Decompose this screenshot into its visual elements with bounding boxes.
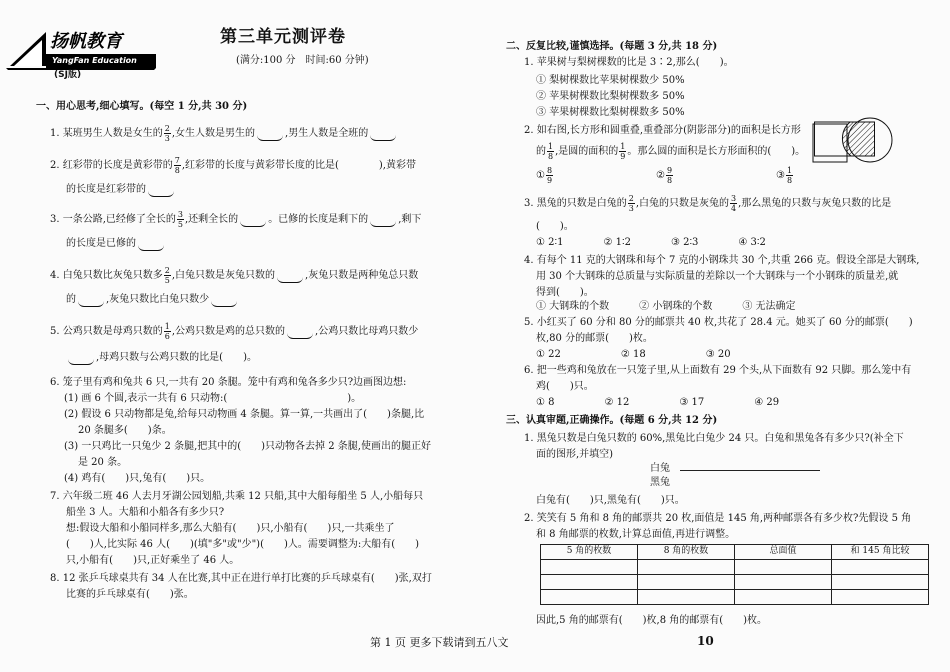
operation-question-1: 1. 黑兔只数是白兔只数的 60%,黑兔比白兔少 24 只。白兔和黑兔各有多少只?(补全下 — [524, 433, 904, 444]
question-6-part-2: (2) 假设 6 只动物都是兔,给每只动物画 4 条腿。算一算,一共画出了( )条腿,比 — [64, 409, 425, 420]
question-6-part-3-cont: 是 20 条。 — [78, 457, 128, 468]
adjustment-table — [540, 544, 929, 605]
question-2-cont: 的长度是红彩带的 — [66, 182, 176, 197]
choice-option[interactable]: ① 梨树棵数比苹果树棵数少 50% — [536, 75, 685, 86]
section-heading-3: 三、认真审题,正确操作。(每题 6 分,共 12 分) — [506, 415, 718, 426]
choice-options[interactable]: ① 大钢珠的个数 ② 小钢珠的个数 ③ 无法确定 — [536, 301, 796, 312]
choice-option[interactable]: ③ 苹果树棵数比梨树棵数多 50% — [536, 107, 685, 118]
choice-options[interactable]: ① 8 ② 12 ③ 17 ④ 29 — [536, 397, 780, 408]
answer-blank[interactable] — [68, 350, 94, 365]
choice-option[interactable]: ① $\frac{8}{9}$ — [536, 166, 553, 185]
choice-question-6-cont: 鸡( )只。 — [536, 381, 594, 392]
operation-question-2: 2. 笑笑有 5 角和 8 角的邮票共 20 枚,面值是 145 角,两种邮票各有多少枚?先假设 5 角 — [524, 513, 912, 524]
choice-options[interactable]: ① 22 ② 18 ③ 20 — [536, 349, 731, 360]
question-6: 6. 笼子里有鸡和兔共 6 只,一共有 20 条腿。笼中有鸡和兔各多少只?边画图边想: — [50, 377, 407, 388]
question-6-part-1: (1) 画 6 个圆,表示一共有 6 只动物:( )。 — [64, 393, 362, 404]
edition-label: (SJ版) — [54, 70, 82, 80]
question-8: 8. 12 张乒乓球桌共有 34 人在比赛,其中正在进行单打比赛的乒乓球桌有( )张,双打 — [50, 573, 432, 584]
answer-blank[interactable] — [211, 292, 237, 307]
choice-question-2-cont: 的 $\frac{1}{8}$ ,是圆的面积的 $\frac{1}{9}$ 。那么圆的面积是长方形面积的( )。 — [536, 142, 806, 161]
answer-blank[interactable] — [257, 126, 283, 141]
footer-text: 第 1 页 更多下载请到五八文 — [370, 636, 509, 649]
fraction: $\frac{2}{3}$ — [164, 124, 170, 143]
question-6-part-2-cont: 20 条腿多( )条。 — [78, 425, 172, 436]
choice-question-5-cont: 枚,80 分的邮票( )枚。 — [536, 333, 653, 344]
question-6-part-3: (3) 一只鸡比一只兔少 2 条腿,把其中的( )只动物各去掉 2 条腿,使画出的腿正好 — [64, 441, 431, 452]
page-number: 10 — [697, 634, 714, 648]
table-header: 5 角的枚数 — [541, 545, 638, 560]
question-4: 4. 白兔只数比灰兔只数多 $\frac{2}{5}$ ,白兔只数是灰兔只数的 ,灰兔只数是两种兔总只数 — [50, 266, 419, 285]
choice-question-6: 6. 把一些鸡和兔放在一只笼子里,从上面数有 29 个头,从下面数有 92 只脚。那么笼中有 — [524, 365, 912, 376]
table-row — [541, 560, 929, 575]
table-header: 和 145 角比较 — [832, 545, 929, 560]
choice-options[interactable]: ① 2∶1 ② 1∶2 ③ 2∶3 ④ 3∶2 — [536, 237, 766, 248]
question-3-cont: 的长度是已修的 — [66, 236, 166, 251]
answer-blank[interactable] — [370, 126, 396, 141]
section-heading-1: 一、用心思考,细心填写。(每空 1 分,共 30 分) — [36, 101, 248, 112]
choice-question-3: 3. 黑兔的只数是白兔的 $\frac{2}{3}$ ,白兔的只数是灰兔的 $\frac{3}{4}$ ,那么黑兔的只数与灰兔只数的比是 — [524, 194, 892, 213]
answer-blank[interactable] — [240, 212, 266, 227]
answer-blank[interactable] — [287, 324, 313, 339]
question-8-cont: 比赛的乒乓球桌有( )张。 — [66, 589, 194, 600]
table-header: 总面值 — [735, 545, 832, 560]
question-text: ,女生人数是男生的 — [171, 128, 256, 139]
logo-text-en: YangFan Education — [46, 54, 156, 68]
choice-question-5: 5. 小红买了 60 分和 80 分的邮票共 40 枚,共花了 28.4 元。她买了 60 分的邮票( ) — [524, 317, 913, 328]
section-heading-2: 二、反复比较,谨慎选择。(每题 3 分,共 18 分) — [506, 41, 718, 52]
publisher-logo — [6, 28, 166, 88]
choice-option[interactable]: ② 苹果树棵数比梨树棵数多 50% — [536, 91, 685, 102]
question-7-hint-3: 只,小船有( )只,正好乘坐了 46 人。 — [66, 555, 240, 566]
choice-option[interactable]: ② $\frac{9}{8}$ — [656, 166, 673, 185]
operation-question-1-cont: 面的图形,并填空) — [536, 449, 614, 460]
question-7: 7. 六年级二班 46 人去月牙湖公园划船,共乘 12 只船,其中大船每船坐 5 人,小船每只 — [50, 491, 424, 502]
question-4-cont: 的 ,灰兔只数比白兔只数少 — [66, 292, 239, 307]
question-7-cont: 船坐 3 人。大船和小船各有多少只? — [66, 507, 225, 518]
page-subtitle: (满分:100 分 时间:60 分钟) — [236, 55, 369, 66]
table-row — [541, 575, 929, 590]
question-2: 2. 红彩带的长度是黄彩带的 $\frac{7}{8}$ ,红彩带的长度与黄彩带长度的比是( ),黄彩带 — [50, 156, 416, 175]
choice-question-4: 4. 有每个 11 克的大钢珠和每个 7 克的小钢珠共 30 个,共重 266 克。假设全部是大钢珠, — [524, 255, 920, 266]
operation-question-2-answer: 因此,5 角的邮票有( )枚,8 角的邮票有( )枚。 — [536, 615, 768, 626]
choice-question-3-cont: ( )。 — [536, 221, 574, 232]
table-header-row — [541, 545, 929, 560]
operation-question-1-answer: 白兔有( )只,黑兔有( )只。 — [536, 495, 685, 506]
question-5: 5. 公鸡只数是母鸡只数的 $\frac{1}{6}$ ,公鸡只数是鸡的总只数的 ,公鸡只数比母鸡只数少 — [50, 322, 419, 341]
white-rabbit-segment — [680, 470, 820, 471]
choice-option[interactable]: ③ $\frac{1}{8}$ — [776, 166, 793, 185]
choice-question-4-cont: 用 30 个大钢珠的总质量与实际质量的差除以一个大钢珠与一个小钢珠的质量差,就 — [536, 271, 899, 282]
choice-question-2: 2. 如右图,长方形和圆重叠,重叠部分(阴影部分)的面积是长方形 — [524, 125, 801, 136]
answer-blank[interactable] — [148, 182, 174, 197]
question-1 — [50, 124, 398, 143]
question-5-cont: ,母鸡只数与公鸡只数的比是( )。 — [66, 350, 257, 365]
table-header: 8 角的枚数 — [638, 545, 735, 560]
question-6-part-4: (4) 鸡有( )只,兔有( )只。 — [64, 473, 211, 484]
logo-text-cn: 扬帆教育 — [50, 31, 122, 52]
question-7-hint: 想:假设大船和小船同样多,那么大船有( )只,小船有( )只,一共乘坐了 — [66, 523, 395, 534]
segment-label-black: 黑兔 — [650, 477, 670, 488]
answer-blank[interactable] — [78, 292, 104, 307]
choice-question-4-cont-2: 得到( )。 — [536, 287, 594, 298]
question-text: 1. 某班男生人数是女生的 — [50, 128, 163, 139]
operation-question-2-cont: 和 8 角邮票的枚数,计算总面值,再进行调整。 — [536, 529, 736, 540]
question-3: 3. 一条公路,已经修了全长的 $\frac{3}{5}$ ,还剩全长的 。已修的长度是剩下的 ,剩下 — [50, 210, 422, 229]
rectangle-circle-diagram — [814, 116, 894, 172]
question-7-hint-2: ( )人,比实际 46 人( )(填"多"或"少")( )人。需要调整为:大船有( ) — [66, 539, 420, 550]
answer-blank[interactable] — [138, 236, 164, 251]
answer-blank[interactable] — [370, 212, 396, 227]
answer-blank[interactable] — [277, 268, 303, 283]
page-title: 第三单元测评卷 — [220, 27, 346, 47]
question-text: ,男生人数是全班的 — [285, 128, 369, 139]
choice-question-1: 1. 苹果树与梨树棵数的比是 3∶2,那么( )。 — [524, 57, 734, 68]
segment-label-white: 白兔 — [650, 463, 670, 474]
table-row — [541, 590, 929, 605]
